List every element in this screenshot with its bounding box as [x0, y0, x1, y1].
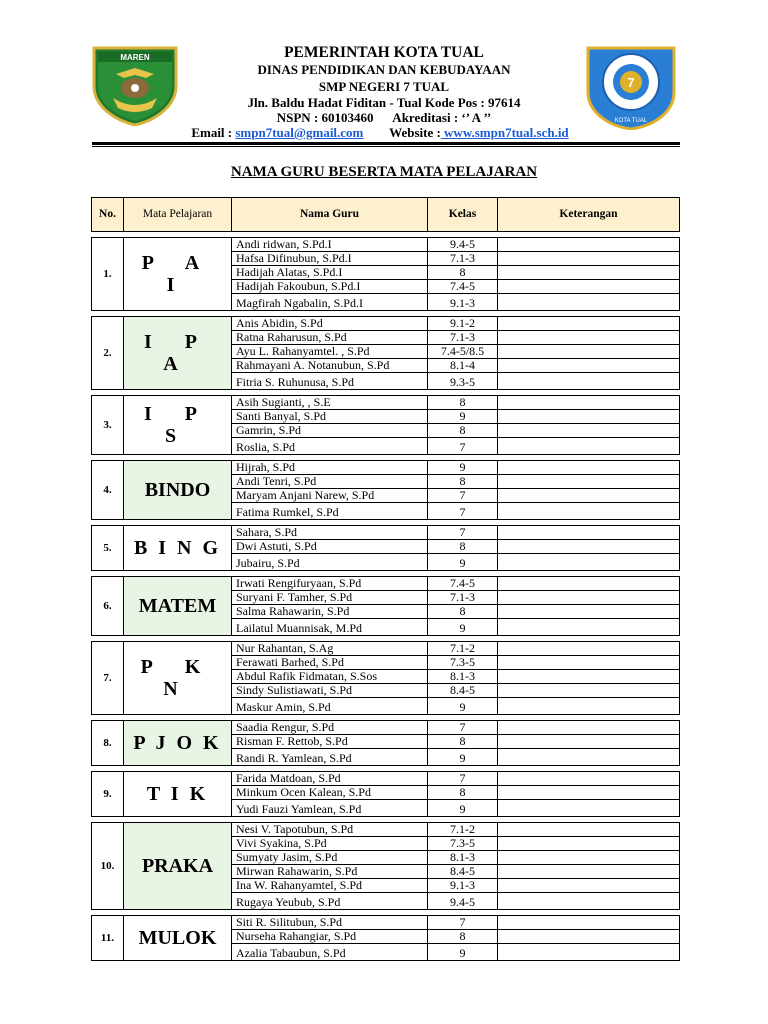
- subject-name: I P A: [124, 317, 232, 390]
- class-value: 7.1-3: [428, 591, 498, 605]
- school-nspn: NSPN : 60103460 Akreditasi : ‘’ A ’’: [276, 110, 492, 125]
- group-number: 1.: [92, 238, 124, 311]
- teacher-name: Maskur Amin, S.Pd: [232, 698, 428, 715]
- remarks-cell: [498, 577, 680, 591]
- class-value: 9: [428, 944, 498, 961]
- class-value: 7.4-5: [428, 280, 498, 294]
- class-value: 9: [428, 554, 498, 571]
- remarks-cell: [498, 410, 680, 424]
- remarks-cell: [498, 438, 680, 455]
- teacher-name: Randi R. Yamlean, S.Pd: [232, 749, 428, 766]
- remarks-cell: [498, 424, 680, 438]
- remarks-cell: [498, 893, 680, 910]
- remarks-cell: [498, 554, 680, 571]
- class-value: 8.1-4: [428, 359, 498, 373]
- table-row: [92, 461, 680, 475]
- document-title: NAMA GURU BESERTA MATA PELAJARAN: [230, 164, 538, 180]
- school-name: SMP NEGERI 7 TUAL: [318, 79, 450, 94]
- class-value: 7.1-3: [428, 252, 498, 266]
- class-value: 8.1-3: [428, 670, 498, 684]
- remarks-cell: [498, 684, 680, 698]
- teacher-name: Santi Banyal, S.Pd: [232, 410, 428, 424]
- table-row: [92, 317, 680, 331]
- group-number: 7.: [92, 642, 124, 715]
- class-value: 9.4-5: [428, 238, 498, 252]
- header-nama: Nama Guru: [232, 198, 428, 232]
- group-number: 8.: [92, 721, 124, 766]
- class-value: 7.1-2: [428, 823, 498, 837]
- teacher-name: Roslia, S.Pd: [232, 438, 428, 455]
- remarks-cell: [498, 749, 680, 766]
- teacher-name: Yudi Fauzi Yamlean, S.Pd: [232, 800, 428, 817]
- contact-line: [120, 125, 640, 141]
- remarks-cell: [498, 331, 680, 345]
- teacher-name: Maryam Anjani Narew, S.Pd: [232, 489, 428, 503]
- svg-text:7: 7: [627, 75, 635, 90]
- teacher-name: Dwi Astuti, S.Pd: [232, 540, 428, 554]
- class-value: 7: [428, 526, 498, 540]
- teacher-name: Fitria S. Ruhunusa, S.Pd: [232, 373, 428, 390]
- remarks-cell: [498, 823, 680, 837]
- class-value: 8: [428, 424, 498, 438]
- table-row: [92, 577, 680, 591]
- teacher-name: Sindy Sulistiawati, S.Pd: [232, 684, 428, 698]
- teacher-name: Ina W. Rahanyamtel, S.Pd: [232, 879, 428, 893]
- svg-text:MAREN: MAREN: [120, 53, 150, 62]
- class-value: 8: [428, 540, 498, 554]
- svg-text:KOTA TUAL: KOTA TUAL: [614, 118, 648, 124]
- letterhead-rule-thin: [92, 146, 680, 147]
- table-row: [92, 916, 680, 930]
- class-value: 7: [428, 916, 498, 930]
- email-label: Email :: [191, 125, 233, 140]
- class-value: 7: [428, 438, 498, 455]
- remarks-cell: [498, 772, 680, 786]
- remarks-cell: [498, 879, 680, 893]
- class-value: 7.3-5: [428, 837, 498, 851]
- teacher-name: Magfirah Ngabalin, S.Pd.I: [232, 294, 428, 311]
- teacher-table: [91, 197, 680, 961]
- remarks-cell: [498, 591, 680, 605]
- group-number: 6.: [92, 577, 124, 636]
- remarks-cell: [498, 294, 680, 311]
- group-number: 10.: [92, 823, 124, 910]
- class-value: 9: [428, 749, 498, 766]
- teacher-name: Irwati Rengifuryaan, S.Pd: [232, 577, 428, 591]
- class-value: 8: [428, 786, 498, 800]
- class-value: 9: [428, 619, 498, 636]
- table-row: [92, 396, 680, 410]
- class-value: 9: [428, 461, 498, 475]
- class-value: 9.1-3: [428, 294, 498, 311]
- remarks-cell: [498, 503, 680, 520]
- remarks-cell: [498, 373, 680, 390]
- teacher-name: Ratna Raharusun, S.Pd: [232, 331, 428, 345]
- remarks-cell: [498, 475, 680, 489]
- teacher-name: Sahara, S.Pd: [232, 526, 428, 540]
- teacher-name: Lailatul Muannisak, M.Pd: [232, 619, 428, 636]
- group-number: 11.: [92, 916, 124, 961]
- teacher-name: Andi Tenri, S.Pd: [232, 475, 428, 489]
- subject-name: MULOK: [124, 916, 232, 961]
- remarks-cell: [498, 619, 680, 636]
- teacher-name: Jubairu, S.Pd: [232, 554, 428, 571]
- class-value: 8: [428, 266, 498, 280]
- subject-name: P A I: [124, 238, 232, 311]
- group-number: 3.: [92, 396, 124, 455]
- header-no: No.: [92, 198, 124, 232]
- letterhead: [0, 0, 768, 150]
- class-value: 9: [428, 800, 498, 817]
- table-header-row: [92, 198, 680, 232]
- teacher-name: Hadijah Fakoubun, S.Pd.I: [232, 280, 428, 294]
- class-value: 8.1-3: [428, 851, 498, 865]
- remarks-cell: [498, 642, 680, 656]
- teacher-name: Nesi V. Tapotubun, S.Pd: [232, 823, 428, 837]
- remarks-cell: [498, 851, 680, 865]
- letterhead-rule-thick: [92, 142, 680, 145]
- group-number: 4.: [92, 461, 124, 520]
- remarks-cell: [498, 670, 680, 684]
- class-value: 9.1-2: [428, 317, 498, 331]
- teacher-name: Siti R. Silitubun, S.Pd: [232, 916, 428, 930]
- class-value: 7: [428, 489, 498, 503]
- remarks-cell: [498, 930, 680, 944]
- class-value: 7.4-5: [428, 577, 498, 591]
- remarks-cell: [498, 916, 680, 930]
- teacher-name: Farida Matdoan, S.Pd: [232, 772, 428, 786]
- teacher-name: Nur Rahantan, S.Ag: [232, 642, 428, 656]
- class-value: 9.3-5: [428, 373, 498, 390]
- department-name: DINAS PENDIDIKAN DAN KEBUDAYAAN: [257, 62, 511, 77]
- remarks-cell: [498, 317, 680, 331]
- teacher-name: Minkum Ocen Kalean, S.Pd: [232, 786, 428, 800]
- subject-name: B I N G: [124, 526, 232, 571]
- header-keterangan: Keterangan: [498, 198, 680, 232]
- table-row: [92, 526, 680, 540]
- teacher-name: Anis Abidin, S.Pd: [232, 317, 428, 331]
- teacher-name: Azalia Tabaubun, S.Pd: [232, 944, 428, 961]
- table-row: [92, 823, 680, 837]
- remarks-cell: [498, 540, 680, 554]
- teacher-name: Andi ridwan, S.Pd.I: [232, 238, 428, 252]
- table-row: [92, 642, 680, 656]
- class-value: 9.1-3: [428, 879, 498, 893]
- table-body: [92, 232, 680, 961]
- email-link[interactable]: smpn7tual@gmail.com: [235, 125, 364, 140]
- class-value: 7.1-2: [428, 642, 498, 656]
- remarks-cell: [498, 865, 680, 879]
- remarks-cell: [498, 461, 680, 475]
- table-row: [92, 238, 680, 252]
- teacher-name: Suryani F. Tamher, S.Pd: [232, 591, 428, 605]
- teacher-name: Ayu L. Rahanyamtel. , S.Pd: [232, 345, 428, 359]
- teacher-name: Salma Rahawarin, S.Pd: [232, 605, 428, 619]
- teacher-name: Hijrah, S.Pd: [232, 461, 428, 475]
- remarks-cell: [498, 396, 680, 410]
- teacher-name: Vivi Syakina, S.Pd: [232, 837, 428, 851]
- header-mapel: Mata Pelajaran: [124, 198, 232, 232]
- class-value: 9: [428, 410, 498, 424]
- group-number: 9.: [92, 772, 124, 817]
- remarks-cell: [498, 489, 680, 503]
- remarks-cell: [498, 238, 680, 252]
- remarks-cell: [498, 266, 680, 280]
- teacher-name: Abdul Rafik Fidmatan, S.Sos: [232, 670, 428, 684]
- table-row: [92, 772, 680, 786]
- class-value: 7.3-5: [428, 656, 498, 670]
- teacher-name: Nurseha Rahangiar, S.Pd: [232, 930, 428, 944]
- class-value: 7: [428, 503, 498, 520]
- remarks-cell: [498, 944, 680, 961]
- teacher-name: Rugaya Yeubub, S.Pd: [232, 893, 428, 910]
- class-value: 8: [428, 735, 498, 749]
- remarks-cell: [498, 698, 680, 715]
- class-value: 7: [428, 772, 498, 786]
- remarks-cell: [498, 721, 680, 735]
- teacher-name: Saadia Rengur, S.Pd: [232, 721, 428, 735]
- class-value: 9: [428, 698, 498, 715]
- remarks-cell: [498, 345, 680, 359]
- teacher-name: Rahmayani A. Notanubun, S.Pd: [232, 359, 428, 373]
- group-number: 2.: [92, 317, 124, 390]
- class-value: 8.4-5: [428, 684, 498, 698]
- school-address: Jln. Baldu Hadat Fiditan - Tual Kode Pos : 97614: [247, 95, 521, 110]
- class-value: 8.4-5: [428, 865, 498, 879]
- teacher-name: Fatima Rumkel, S.Pd: [232, 503, 428, 520]
- class-value: 8: [428, 930, 498, 944]
- remarks-cell: [498, 280, 680, 294]
- class-value: 7.1-3: [428, 331, 498, 345]
- teacher-name: Gamrin, S.Pd: [232, 424, 428, 438]
- subject-name: PRAKA: [124, 823, 232, 910]
- teacher-name: Sumyaty Jasim, S.Pd: [232, 851, 428, 865]
- header-kelas: Kelas: [428, 198, 498, 232]
- class-value: 8: [428, 396, 498, 410]
- teacher-name: Hadijah Alatas, S.Pd.I: [232, 266, 428, 280]
- remarks-cell: [498, 252, 680, 266]
- remarks-cell: [498, 837, 680, 851]
- subject-name: P K N: [124, 642, 232, 715]
- teacher-name: Mirwan Rahawarin, S.Pd: [232, 865, 428, 879]
- website-label: Website :: [389, 125, 441, 140]
- subject-name: P J O K: [124, 721, 232, 766]
- group-number: 5.: [92, 526, 124, 571]
- table-row: [92, 721, 680, 735]
- website-link[interactable]: www.smpn7tual.sch.id: [440, 125, 569, 140]
- remarks-cell: [498, 786, 680, 800]
- remarks-cell: [498, 359, 680, 373]
- class-value: 7.4-5/8.5: [428, 345, 498, 359]
- remarks-cell: [498, 800, 680, 817]
- class-value: 8: [428, 475, 498, 489]
- remarks-cell: [498, 605, 680, 619]
- class-value: 7: [428, 721, 498, 735]
- teacher-name: Ferawati Barhed, S.Pd: [232, 656, 428, 670]
- remarks-cell: [498, 656, 680, 670]
- subject-name: MATEM: [124, 577, 232, 636]
- teacher-name: Risman F. Rettob, S.Pd: [232, 735, 428, 749]
- teacher-name: Hafsa Difinubun, S.Pd.I: [232, 252, 428, 266]
- class-value: 8: [428, 605, 498, 619]
- remarks-cell: [498, 735, 680, 749]
- remarks-cell: [498, 526, 680, 540]
- gov-name: PEMERINTAH KOTA TUAL: [284, 44, 484, 61]
- class-value: 9.4-5: [428, 893, 498, 910]
- subject-name: BINDO: [124, 461, 232, 520]
- subject-name: I P S: [124, 396, 232, 455]
- subject-name: T I K: [124, 772, 232, 817]
- teacher-name: Asih Sugianti, , S.E: [232, 396, 428, 410]
